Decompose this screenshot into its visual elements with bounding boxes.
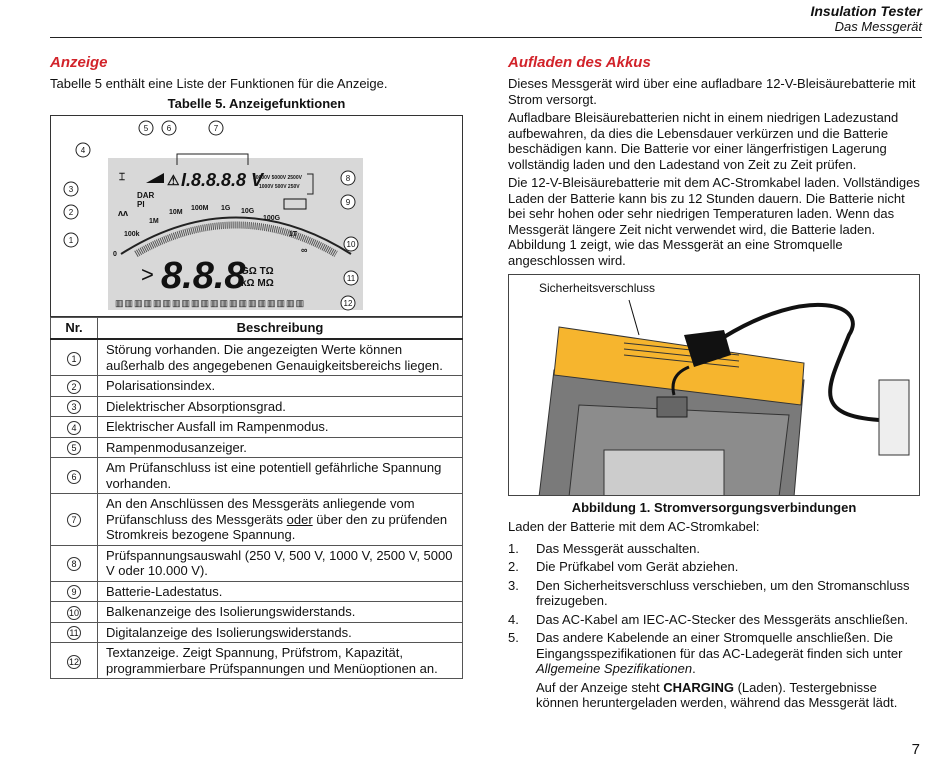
- callout-number: 4: [80, 145, 86, 155]
- callout-number: 3: [68, 184, 74, 194]
- right-column: [508, 54, 920, 714]
- lcd-diagram: [50, 115, 463, 317]
- row-description: Prüfspannungsauswahl (250 V, 500 V, 1000 V, 2500 V, 5000 V oder 10.000 V).: [106, 547, 453, 578]
- paragraph-3: Die 12-V-Bleisäurebatterie mit dem AC-Stromkabel laden. Vollständiges Laden der Batterie kann bis zu 12 Stunden dauern. Die Batterie nicht bei sehr hohen oder sehr niedrigen Temperaturen laden. Wenn das Messgerät längere Zeit nicht verwendet wird, die Batterie laden. Abbildung 1 zeigt, wie das Messgerät an eine Stromquelle angeschlossen wird.: [508, 175, 920, 268]
- scale-10m: 10M: [169, 208, 183, 216]
- callout-number: 8: [345, 173, 351, 183]
- paragraph-1: Dieses Messgerät wird über eine aufladbare 12-V-Bleisäurebatterie mit Strom versorgt.: [508, 76, 916, 107]
- table-row: [51, 545, 463, 581]
- callout-number: 10: [346, 239, 356, 249]
- note-post: (Laden). Testergebnisse können heruntergeladen werden, während das Messgerät lädt.: [536, 679, 898, 710]
- row-number: 8: [67, 557, 81, 571]
- step-text: Das Messgerät ausschalten.: [536, 540, 701, 556]
- row-description: Polarisationsindex.: [106, 378, 216, 393]
- row-number: 4: [67, 421, 81, 435]
- scale-1t: 1T: [289, 230, 298, 238]
- step-number: 1.: [508, 540, 519, 556]
- lcd-ranges-bottom: 1000V 500V 250V: [259, 183, 300, 190]
- fault-icon: ᴧᴧ: [118, 207, 129, 218]
- step-text: Den Sicherheitsverschluss verschieben, um den Stromanschluss freizugeben.: [536, 577, 910, 608]
- callout-number: 11: [346, 273, 356, 283]
- scale-1g: 1G: [221, 204, 231, 212]
- scale-0: 0: [113, 250, 117, 258]
- table-row: [51, 643, 463, 679]
- step-item: [508, 541, 920, 557]
- callout-number: 6: [166, 123, 172, 133]
- row-number: 7: [67, 513, 81, 527]
- paragraph-2: Aufladbare Bleisäurebatterien nicht in einem niedrigen Ladezustand aufbewahren, da dies die Lebensdauer verkürzen und die Batterie beschädigen kann. Die Batterie vor einer längerfristigen Lagerung vollständig laden und den Ladestand von Zeit zu Zeit prüfen.: [508, 110, 899, 172]
- step-item: [508, 578, 920, 609]
- section-heading-akku: Aufladen des Akkus: [508, 54, 651, 71]
- table-row: [51, 376, 463, 397]
- row-description-cont: über den zu prüfenden Stromkreis bezogene Spannung.: [106, 511, 448, 542]
- step-text: Die Prüfkabel vom Gerät abziehen.: [536, 559, 739, 574]
- table-row: [51, 602, 463, 623]
- col-header-nr: Nr.: [51, 317, 98, 339]
- scale-100g: 100G: [263, 214, 281, 222]
- lcd-ranges-top: 10000V 5000V 2500V: [253, 174, 302, 181]
- step-number: 2.: [508, 559, 519, 574]
- figure-power-connection: [508, 274, 920, 496]
- row-underline: oder: [286, 511, 313, 527]
- row-number: 10: [68, 607, 79, 618]
- section-heading-anzeige: Anzeige: [50, 54, 108, 71]
- steps-intro: Laden der Batterie mit dem AC-Stromkabel:: [508, 519, 760, 534]
- row-number: 11: [67, 626, 81, 640]
- lcd-voltage-readout: I.8.8.8.8 V: [181, 169, 264, 190]
- figure-caption: Abbildung 1. Stromversorgungsverbindungen: [571, 500, 857, 515]
- row-description: Balkenanzeige des Isolierungswiderstands.: [106, 604, 356, 619]
- callout-number: 7: [213, 123, 219, 133]
- display-functions-table: [50, 317, 463, 680]
- page-number: 7: [911, 741, 920, 758]
- callout-number: 2: [68, 207, 74, 217]
- row-description: An den Anschlüssen des Messgeräts anliegende vom Prüfanschluss des Messgeräts: [106, 496, 415, 527]
- row-description: Batterie-Ladestatus.: [106, 583, 223, 599]
- step-number: 4.: [508, 611, 519, 627]
- lcd-dar: DAR: [137, 190, 155, 200]
- step-text: Das andere Kabelende an einer Stromquelle anschließen. Die Eingangsspezifikationen für das AC-Ladegerät finden sich unter Allgemeine Spezifikationen.: [536, 630, 903, 676]
- row-number: 3: [67, 400, 81, 414]
- charger-illustration: [509, 275, 919, 496]
- col-header-beschreibung: Beschreibung: [98, 317, 463, 339]
- callout-number: 12: [343, 298, 353, 308]
- scale-infinity: ∞: [301, 244, 308, 255]
- table-row: [51, 494, 463, 546]
- header-title: Insulation Tester: [810, 3, 922, 19]
- left-column: [50, 54, 463, 679]
- row-number: 6: [67, 470, 81, 484]
- callout-number: 9: [345, 197, 351, 207]
- lcd-greater-than: >: [141, 261, 154, 287]
- row-description: Textanzeige. Zeigt Spannung, Prüfstrom, Kapazität, programmierbare Prüfspannungen und Menüoptionen an.: [106, 645, 438, 676]
- row-description: Störung vorhanden. Die angezeigten Werte können außerhalb des angegebenen Genauigkeitsbereichs liegen.: [106, 342, 443, 373]
- lcd-pi: PI: [137, 199, 145, 209]
- lcd-units-top: GΩ TΩ: [241, 265, 274, 277]
- row-description: Rampenmodusanzeiger.: [106, 439, 247, 455]
- scale-1m: 1M: [149, 217, 159, 225]
- svg-text:⚠: ⚠: [167, 171, 180, 188]
- step-number: 5.: [508, 630, 519, 645]
- table-row: [51, 622, 463, 643]
- row-description: Digitalanzeige des Isolierungswiderstands.: [106, 624, 352, 640]
- step-item: [508, 630, 920, 677]
- scale-100k: 100k: [124, 230, 140, 238]
- lcd-units-bottom: kΩ MΩ: [241, 277, 274, 289]
- intro-text: Tabelle 5 enthält eine Liste der Funktionen für die Anzeige.: [50, 76, 388, 91]
- row-number: 9: [67, 585, 81, 599]
- scale-10g: 10G: [241, 207, 255, 215]
- table-row: [51, 417, 463, 438]
- scale-100m: 100M: [191, 204, 209, 212]
- table-row: [51, 581, 463, 602]
- figure-label-safety-lock: Sicherheitsverschluss: [539, 281, 656, 295]
- header-subtitle: Das Messgerät: [834, 19, 922, 34]
- row-number: 1: [67, 352, 81, 366]
- lcd-text-line: ▥▥▥▥▥▥▥▥▥▥▥▥▥▥▥▥▥▥▥▥: [115, 297, 306, 308]
- lcd-main-digits: 8.8.8: [161, 254, 246, 297]
- step-item: [508, 559, 920, 575]
- charging-note: [508, 680, 920, 711]
- svg-text:⌶: ⌶: [119, 171, 125, 183]
- row-description: Dielektrischer Absorptionsgrad.: [106, 398, 286, 414]
- header-rule: [50, 37, 922, 38]
- charging-steps: [508, 541, 920, 677]
- step-text: Das AC-Kabel am IEC-AC-Stecker des Messgeräts anschließen.: [536, 611, 909, 627]
- callout-number: 5: [143, 123, 149, 133]
- table-row: [51, 396, 463, 417]
- row-description: Am Prüfanschluss ist eine potentiell gefährliche Spannung vorhanden.: [106, 460, 442, 491]
- running-header: [810, 4, 922, 34]
- row-number: 5: [67, 441, 81, 455]
- step-number: 3.: [508, 577, 519, 593]
- step-item: [508, 612, 920, 628]
- lcd-illustration: [51, 116, 462, 316]
- row-number: 12: [68, 656, 79, 667]
- table-row: [51, 437, 463, 458]
- table-caption: Tabelle 5. Anzeigefunktionen: [167, 95, 346, 111]
- note-charging: CHARGING: [663, 679, 734, 695]
- callout-number: 1: [68, 235, 74, 245]
- note-pre: Auf der Anzeige steht: [536, 679, 664, 695]
- table-row: [51, 458, 463, 494]
- table-row: [51, 339, 463, 376]
- row-description: Elektrischer Ausfall im Rampenmodus.: [106, 419, 329, 434]
- row-number: 2: [67, 380, 81, 394]
